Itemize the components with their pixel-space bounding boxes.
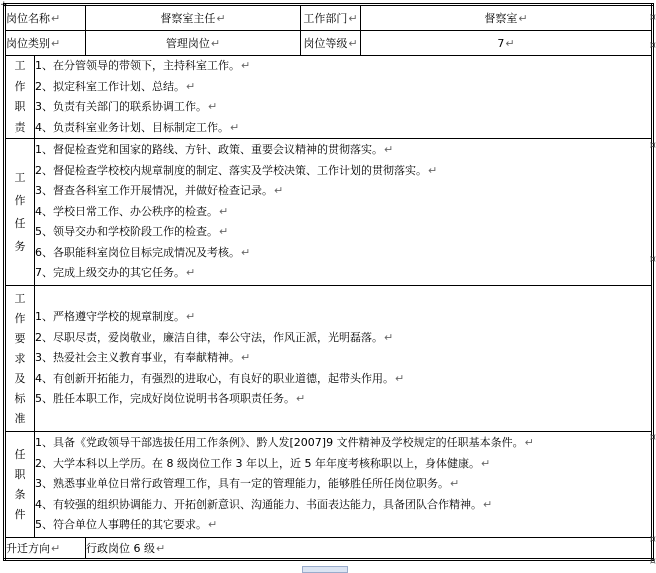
row-end-mark: ¤ <box>649 534 656 545</box>
job-description-table <box>3 3 654 561</box>
list-item: 1、具备《党政领导干部选拔任用工作条例》、黔人发[2007]9 文件精神及学校规定的任职基本条件。↵ <box>35 436 534 450</box>
list-item: 2、尽职尽责，爱岗敬业，廉洁自律，奉公守法，作风正派，光明磊落。↵ <box>35 330 394 344</box>
tasks-list[interactable] <box>35 139 653 286</box>
list-item: 1、在分管领导的带领下，主持科室工作。↵ <box>35 59 251 72</box>
value-position-name[interactable]: 督察室主任↵ <box>86 5 301 31</box>
list-item: 2、大学本科以上学历。在 8 级岗位工作 3 年以上，近 5 年年度考核称职以上，身体健康。↵ <box>35 456 491 470</box>
label-promotion: 升迁方向↵ <box>5 538 86 560</box>
value-position-level[interactable]: 7↵ <box>361 31 653 56</box>
label-duties: 工作职责 <box>5 56 35 139</box>
list-item: 2、督促检查学校校内规章制度的制定、落实及学校决策、工作计划的贯彻落实。↵ <box>35 163 438 177</box>
value-department[interactable]: 督察室↵ <box>361 5 653 31</box>
row-conditions <box>5 432 653 538</box>
row-position-category <box>5 31 653 56</box>
label-position-level: 岗位等级↵ <box>301 31 361 56</box>
label-standards: 工作要求及标准 <box>5 286 35 432</box>
row-position-name <box>5 5 653 31</box>
list-item: 5、领导交办和学校阶段工作的检查。↵ <box>35 225 229 239</box>
list-item: 3、热爱社会主义教育事业，有奉献精神。↵ <box>35 351 251 365</box>
list-item: 4、负责科室业务计划、目标制定工作。↵ <box>35 120 240 134</box>
row-end-mark: ¤ <box>649 254 656 265</box>
row-tasks <box>5 139 653 286</box>
label-position-category: 岗位类别↵ <box>5 31 86 56</box>
list-item: 2、拟定科室工作计划、总结。↵ <box>35 79 196 93</box>
row-end-mark: ¤ <box>649 40 656 51</box>
list-item: 5、符合单位人事聘任的其它要求。↵ <box>35 518 218 532</box>
row-duties <box>5 56 653 139</box>
duties-list[interactable] <box>35 56 653 139</box>
label-department: 工作部门↵ <box>301 5 361 31</box>
list-item: 4、有创新开拓能力，有强烈的进取心，有良好的职业道德，起带头作用。↵ <box>35 371 405 385</box>
label-position-name: 岗位名称↵ <box>5 5 86 31</box>
horizontal-scroll-handle[interactable] <box>302 566 348 573</box>
row-standards <box>5 286 653 432</box>
list-item: 3、督查各科室工作开展情况，并做好检查记录。↵ <box>35 184 284 198</box>
row-end-mark: ¤ <box>649 140 656 151</box>
list-item: 3、熟悉事业单位日常行政管理工作，具有一定的管理能力，能够胜任所任岗位职务。↵ <box>35 477 460 491</box>
corner-mark: + <box>0 0 8 10</box>
value-promotion[interactable]: 行政岗位 6 级↵ <box>86 538 653 560</box>
list-item: 7、完成上级交办的其它任务。↵ <box>35 266 196 280</box>
label-tasks: 工作任务 <box>5 139 35 286</box>
list-item: 1、严格遵守学校的规章制度。↵ <box>35 310 196 324</box>
list-item: 1、督促检查党和国家的路线、方针、政策、重要会议精神的贯彻落实。↵ <box>35 143 394 157</box>
conditions-list[interactable] <box>35 432 653 538</box>
value-position-category[interactable]: 管理岗位↵ <box>86 31 301 56</box>
row-end-mark: ¤ <box>649 12 656 23</box>
list-item: 5、胜任本职工作，完成好岗位说明书各项职责任务。↵ <box>35 392 306 406</box>
list-item: 3、负责有关部门的联系协调工作。↵ <box>35 100 218 113</box>
label-conditions: 任职条件 <box>5 432 35 538</box>
list-item: 4、学校日常工作、办公秩序的检查。↵ <box>35 204 229 218</box>
standards-list[interactable] <box>35 286 653 432</box>
list-item: 6、各职能科室岗位目标完成情况及考核。↵ <box>35 245 251 259</box>
row-end-mark: ¤ <box>649 432 656 443</box>
row-promotion <box>5 538 653 560</box>
list-item: 4、有较强的组织协调能力、开拓创新意识、沟通能力、书面表达能力，具备团队合作精神。↵ <box>35 497 493 511</box>
row-end-mark: ¤ <box>649 556 656 567</box>
